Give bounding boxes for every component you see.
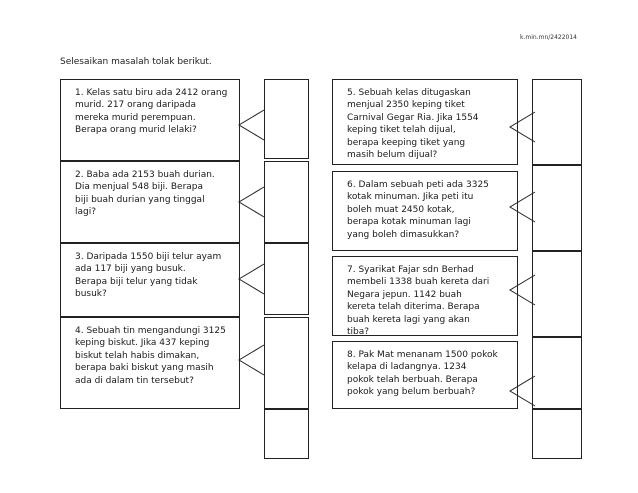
notch-shape bbox=[239, 264, 269, 294]
question-text-1: 1. Kelas satu biru ada 2412 orang murid. 217 orang daripada mereka murid perempuan. Berapa orang murid lelaki? bbox=[75, 88, 228, 136]
question-text-3: 3. Daripada 1550 biji telur ayam ada 117 biji yang busuk. Berapa biji telur yang tidak busuk? bbox=[75, 252, 222, 300]
notch-shape bbox=[239, 110, 269, 140]
question-box-8 bbox=[332, 341, 518, 409]
question-box-6 bbox=[332, 171, 518, 251]
question-text-6: 6. Dalam sebuah peti ada 3325 kotak minuman. Jika peti itu boleh muat 2450 kotak, berapa kotak minuman lagi yang boleh dimasukkan? bbox=[347, 180, 489, 240]
answer-box-4[interactable] bbox=[264, 317, 309, 409]
answer-box-10[interactable] bbox=[532, 409, 582, 459]
question-text-8: 8. Pak Mat menanam 1500 pokok kelapa di ladangnya. 1234 pokok telah berbuah. Berapa pokok yang belum berbuah? bbox=[347, 350, 498, 398]
answer-box-1[interactable] bbox=[264, 79, 309, 159]
question-box-2 bbox=[60, 161, 240, 243]
answer-box-2[interactable] bbox=[264, 161, 309, 243]
question-box-4 bbox=[60, 317, 240, 409]
instruction-text: Selesaikan masalah tolak berikut. bbox=[60, 57, 212, 67]
question-box-3 bbox=[60, 243, 240, 317]
notch-shape bbox=[510, 192, 540, 222]
question-text-5: 5. Sebuah kelas ditugaskan menjual 2350 keping tiket Carnival Gegar Ria. Jika 1554 keping tiket telah dijual, berapa keeping tiket yang masih belum dijual? bbox=[347, 88, 479, 161]
notch-shape bbox=[510, 376, 540, 406]
question-box-5 bbox=[332, 79, 518, 165]
notch-shape bbox=[510, 275, 540, 305]
header-url: k.min.mn/2422014 bbox=[520, 34, 577, 41]
question-box-7 bbox=[332, 256, 518, 336]
notch-shape bbox=[239, 345, 269, 375]
answer-box-5[interactable] bbox=[264, 409, 309, 459]
question-text-4: 4. Sebuah tin mengandungi 3125 keping biskut. Jika 437 keping biskut telah habis dimakan, berapa baki biskut yang masih ada di dalam tin tersebut? bbox=[75, 326, 226, 386]
question-text-2: 2. Baba ada 2153 buah durian. Dia menjual 548 biji. Berapa biji buah durian yang tinggal lagi? bbox=[75, 170, 215, 218]
answer-box-3[interactable] bbox=[264, 243, 309, 315]
question-box-1 bbox=[60, 79, 240, 161]
question-text-7: 7. Syarikat Fajar sdn Berhad membeli 1338 buah kereta dari Negara jepun. 1142 buah kereta telah diterima. Berapa buah kereta lagi yang akan tiba? bbox=[347, 265, 490, 338]
notch-shape bbox=[239, 187, 269, 217]
notch-shape bbox=[510, 112, 540, 142]
